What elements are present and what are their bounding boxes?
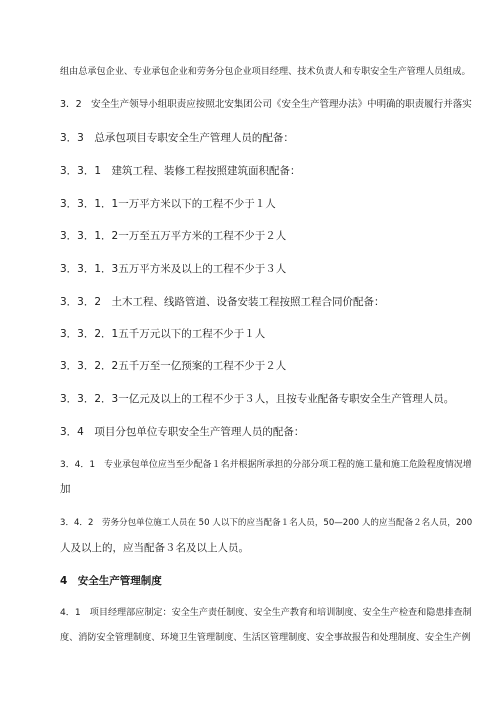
text-line-13: 3．4．1 专业承包单位应当至少配备１名并根据所承担的分部分项工程的施工量和施工危险程度情况增 <box>60 460 472 470</box>
section-heading: 4 安全生产管理制度 <box>60 575 162 587</box>
text-line-2: 3．2 安全生产领导小组职责应按照北安集团公司《安全生产管理办法》中明确的职责履行并落实 <box>60 99 472 110</box>
text-line-5: 3．3．1．1一万平方米以下的工程不少于１人 <box>60 198 276 210</box>
text-line-8: 3．3．2 土木工程、线路管道、设备安装工程按照工程合同价配备： <box>60 296 385 308</box>
text-line-1: 组由总承包企业、专业承包企业和劳务分包企业项目经理、技术负责人和专职安全生产管理人员组成。 <box>60 67 471 77</box>
text-line-11: 3．3．2．3一亿元及以上的工程不少于３人，且按专业配备专职安全生产管理人员。 <box>60 393 455 405</box>
text-line-3: 3．3 总承包项目专职安全生产管理人员的配备： <box>60 132 294 144</box>
text-line-10: 3．3．2．2五千万至一亿预案的工程不少于２人 <box>60 360 287 372</box>
text-line-15: 3．4．2 劳务分包单位施工人员在 50 人以下的应当配备１名人员，50—200 人的应当配备２名人员，200 <box>60 518 473 528</box>
text-line-18: 4．1 项目经理部应制定：安全生产责任制度、安全生产教育和培训制度、安全生产检查和隐患排查制 <box>60 608 472 618</box>
text-line-14: 加 <box>60 483 71 495</box>
text-line-4: 3．3．1 建筑工程、装修工程按照建筑面积配备： <box>60 165 301 177</box>
text-line-9: 3．3．2．1五千万元以下的工程不少于１人 <box>60 328 266 340</box>
text-line-16: 人及以上的，应当配备３名及以上人员。 <box>60 542 249 554</box>
text-line-6: 3．3．1．2一万至五万平方米的工程不少于２人 <box>60 230 287 242</box>
text-line-7: 3．3．1．3五万平方米及以上的工程不少于３人 <box>60 263 287 275</box>
text-line-19: 度、消防安全管理制度、环境卫生管理制度、生活区管理制度、安全事故报告和处理制度、安全生产例 <box>60 633 471 643</box>
text-line-12: 3．4 项目分包单位专职安全生产管理人员的配备： <box>60 426 305 438</box>
